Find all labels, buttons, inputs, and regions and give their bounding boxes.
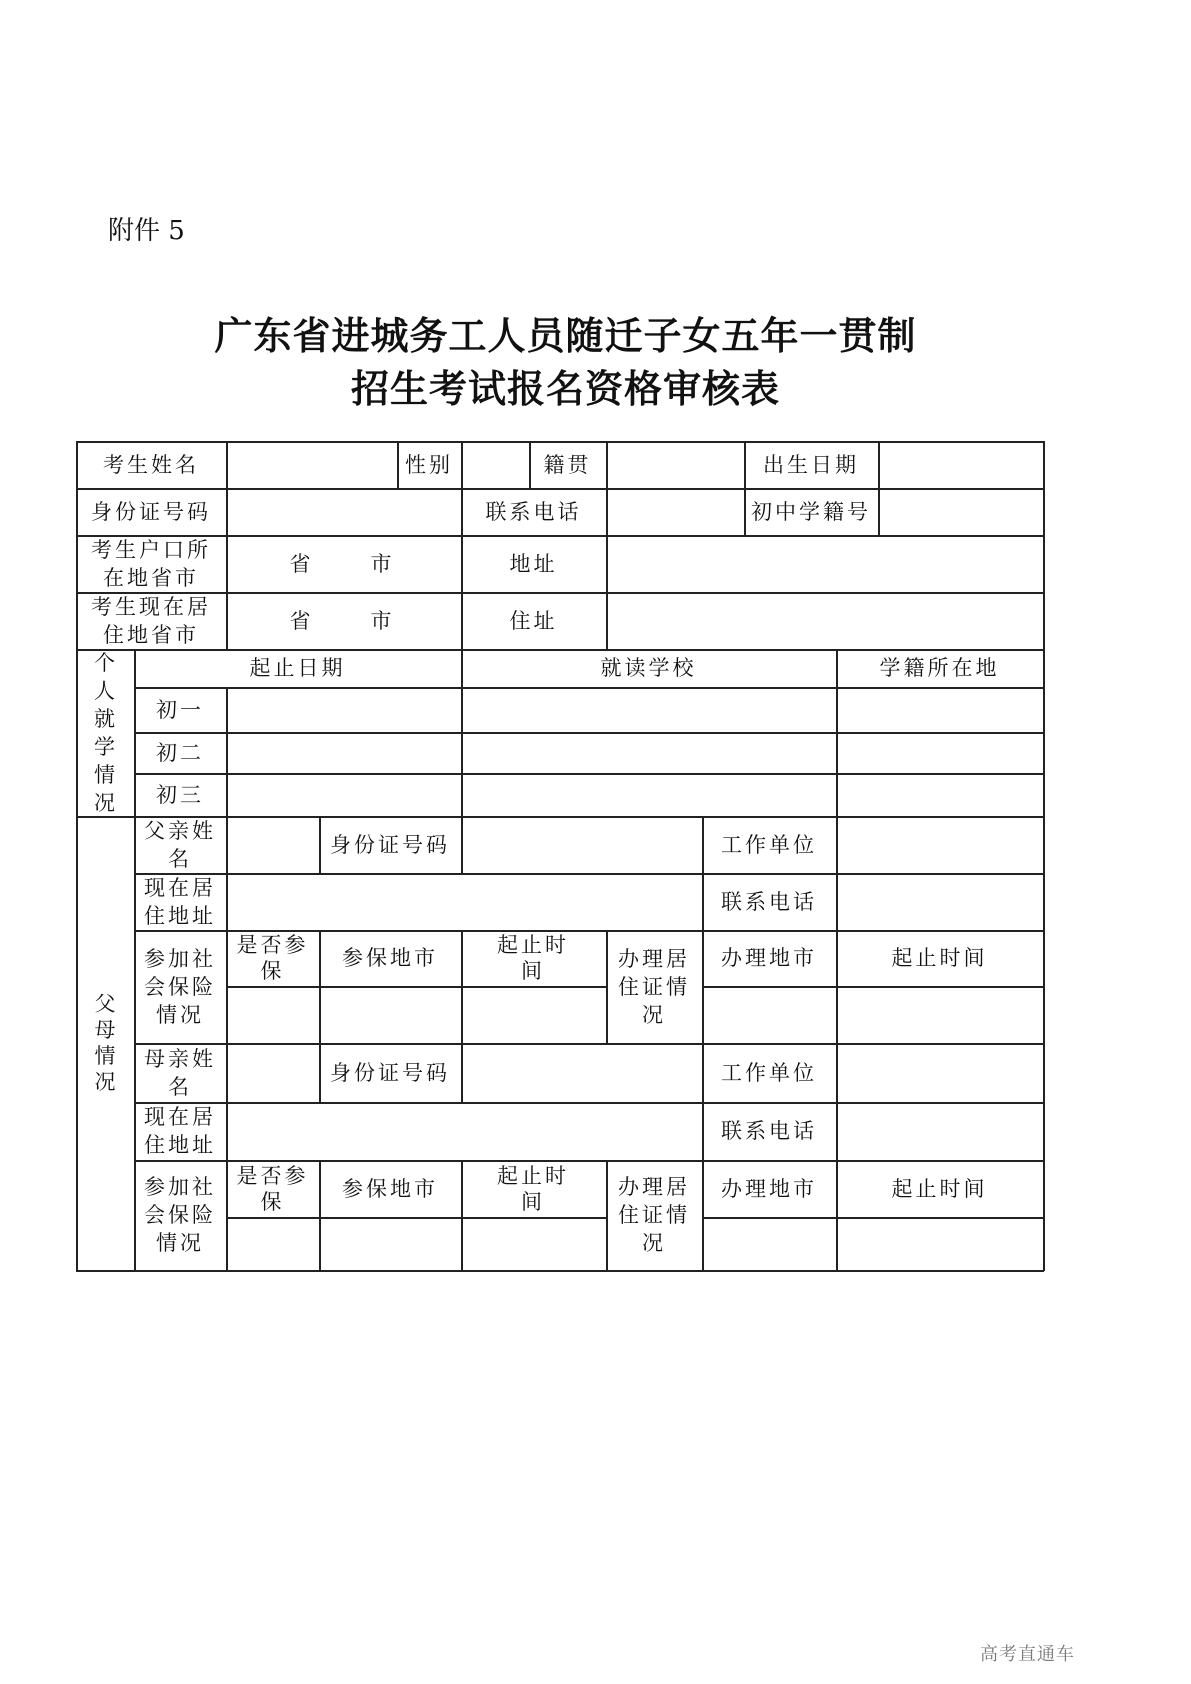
section-parents: 父母情况 bbox=[94, 992, 116, 1094]
label-student-no: 初中学籍号 bbox=[751, 499, 871, 524]
grade-2-registry-field[interactable] bbox=[836, 732, 1043, 773]
native-place-field[interactable] bbox=[606, 441, 744, 488]
father-permit-city-field[interactable] bbox=[702, 986, 836, 1043]
mother-phone-field[interactable] bbox=[836, 1102, 1043, 1160]
label-father-insurance: 参加社会保险情况 bbox=[144, 946, 216, 1027]
label-id-number: 身份证号码 bbox=[91, 499, 211, 524]
label-father-insured-city: 参保地市 bbox=[342, 946, 438, 970]
student-name-field[interactable] bbox=[226, 441, 397, 488]
label-father-id: 身份证号码 bbox=[330, 832, 450, 857]
father-address-field[interactable] bbox=[226, 873, 702, 930]
form-title-line1: 广东省进城务工人员随迁子女五年一贯制 bbox=[214, 313, 917, 358]
label-father-phone: 联系电话 bbox=[721, 889, 817, 914]
mother-insured-period-field[interactable] bbox=[461, 1217, 606, 1270]
watermark: 高考直通车 bbox=[980, 1644, 1075, 1665]
grade-2-school-field[interactable] bbox=[461, 732, 836, 773]
grade-1-label: 初一 bbox=[156, 697, 204, 722]
grade-2-dates-field[interactable] bbox=[226, 732, 461, 773]
residence-address-field[interactable] bbox=[606, 592, 1043, 649]
father-work-unit-field[interactable] bbox=[836, 816, 1043, 873]
father-id-field[interactable] bbox=[461, 816, 702, 873]
label-gender: 性别 bbox=[405, 452, 453, 477]
father-insured-field[interactable] bbox=[226, 986, 319, 1043]
grade-2-label: 初二 bbox=[156, 740, 204, 765]
label-mother-insured-city: 参保地市 bbox=[342, 1176, 438, 1201]
label-mother-address: 现在居住地址 bbox=[144, 1105, 216, 1157]
label-mother-work-unit: 工作单位 bbox=[721, 1060, 817, 1085]
grade-1-registry-field[interactable] bbox=[836, 687, 1043, 732]
attachment-label: 附件 5 bbox=[108, 216, 185, 246]
mother-insured-city-field[interactable] bbox=[319, 1217, 461, 1270]
label-residence-province: 考生现在居住地省市 bbox=[91, 594, 211, 647]
label-mother-name: 母亲姓名 bbox=[144, 1046, 216, 1099]
grade-3-label: 初三 bbox=[156, 782, 204, 807]
gender-field[interactable] bbox=[461, 441, 529, 488]
col-dates: 起止日期 bbox=[249, 656, 346, 680]
label-student-name: 考生姓名 bbox=[103, 452, 199, 477]
id-number-field[interactable] bbox=[226, 488, 461, 535]
label-father-permit-period: 起止时间 bbox=[891, 946, 988, 970]
label-mother-permit-period: 起止时间 bbox=[891, 1176, 988, 1201]
label-native-place: 籍贯 bbox=[543, 452, 592, 477]
birth-date-field[interactable] bbox=[878, 441, 1043, 488]
mother-work-unit-field[interactable] bbox=[836, 1043, 1043, 1102]
label-mother-insurance: 参加社会保险情况 bbox=[144, 1175, 216, 1255]
father-name-field[interactable] bbox=[226, 816, 319, 873]
father-permit-period-field[interactable] bbox=[836, 986, 1043, 1043]
label-father-permit-city: 办理地市 bbox=[721, 946, 817, 970]
label-mother-phone: 联系电话 bbox=[721, 1119, 817, 1143]
label-father-work-unit: 工作单位 bbox=[721, 832, 817, 857]
label-mother-id: 身份证号码 bbox=[330, 1060, 450, 1085]
phone-field[interactable] bbox=[606, 488, 744, 535]
grade-3-registry-field[interactable] bbox=[836, 773, 1043, 816]
father-insured-city-field[interactable] bbox=[319, 986, 461, 1043]
grade-3-school-field[interactable] bbox=[461, 773, 836, 816]
hukou-address-field[interactable] bbox=[606, 535, 1043, 592]
student-no-field[interactable] bbox=[878, 488, 1043, 535]
hukou-province-city-field[interactable]: 省 市 bbox=[289, 551, 398, 576]
father-insured-period-field[interactable] bbox=[461, 986, 606, 1043]
label-father-name: 父亲姓名 bbox=[144, 818, 216, 871]
label-father-residence-permit: 办理居住证情况 bbox=[618, 946, 690, 1027]
label-birth-date: 出生日期 bbox=[763, 452, 859, 477]
label-mother-insured-period: 起止时间 bbox=[497, 1163, 569, 1214]
label-father-insured: 是否参保 bbox=[236, 933, 309, 983]
grade-1-school-field[interactable] bbox=[461, 687, 836, 732]
mother-id-field[interactable] bbox=[461, 1043, 702, 1102]
grade-1-dates-field[interactable] bbox=[226, 687, 461, 732]
label-residence-address: 住址 bbox=[509, 608, 558, 633]
label-mother-residence-permit: 办理居住证情况 bbox=[618, 1175, 690, 1255]
col-school: 就读学校 bbox=[600, 656, 697, 680]
mother-permit-period-field[interactable] bbox=[836, 1217, 1043, 1270]
label-hukou-address: 地址 bbox=[509, 551, 558, 576]
mother-name-field[interactable] bbox=[226, 1043, 319, 1102]
label-father-address: 现在居住地址 bbox=[144, 875, 216, 928]
label-mother-permit-city: 办理地市 bbox=[721, 1176, 817, 1201]
col-registry: 学籍所在地 bbox=[879, 656, 1000, 680]
section-study: 个人就学情况 bbox=[94, 650, 116, 815]
label-father-insured-period: 起止时间 bbox=[497, 933, 569, 983]
father-phone-field[interactable] bbox=[836, 873, 1043, 930]
form-title-line2: 招生考试报名资格审核表 bbox=[350, 366, 780, 411]
label-phone: 联系电话 bbox=[485, 499, 582, 524]
mother-permit-city-field[interactable] bbox=[702, 1217, 836, 1270]
label-hukou-province: 考生户口所在地省市 bbox=[91, 537, 211, 590]
label-mother-insured: 是否参保 bbox=[236, 1163, 309, 1214]
mother-address-field[interactable] bbox=[226, 1102, 702, 1160]
residence-province-city-field[interactable]: 省 市 bbox=[289, 608, 398, 633]
mother-insured-field[interactable] bbox=[226, 1217, 319, 1270]
grade-3-dates-field[interactable] bbox=[226, 773, 461, 816]
